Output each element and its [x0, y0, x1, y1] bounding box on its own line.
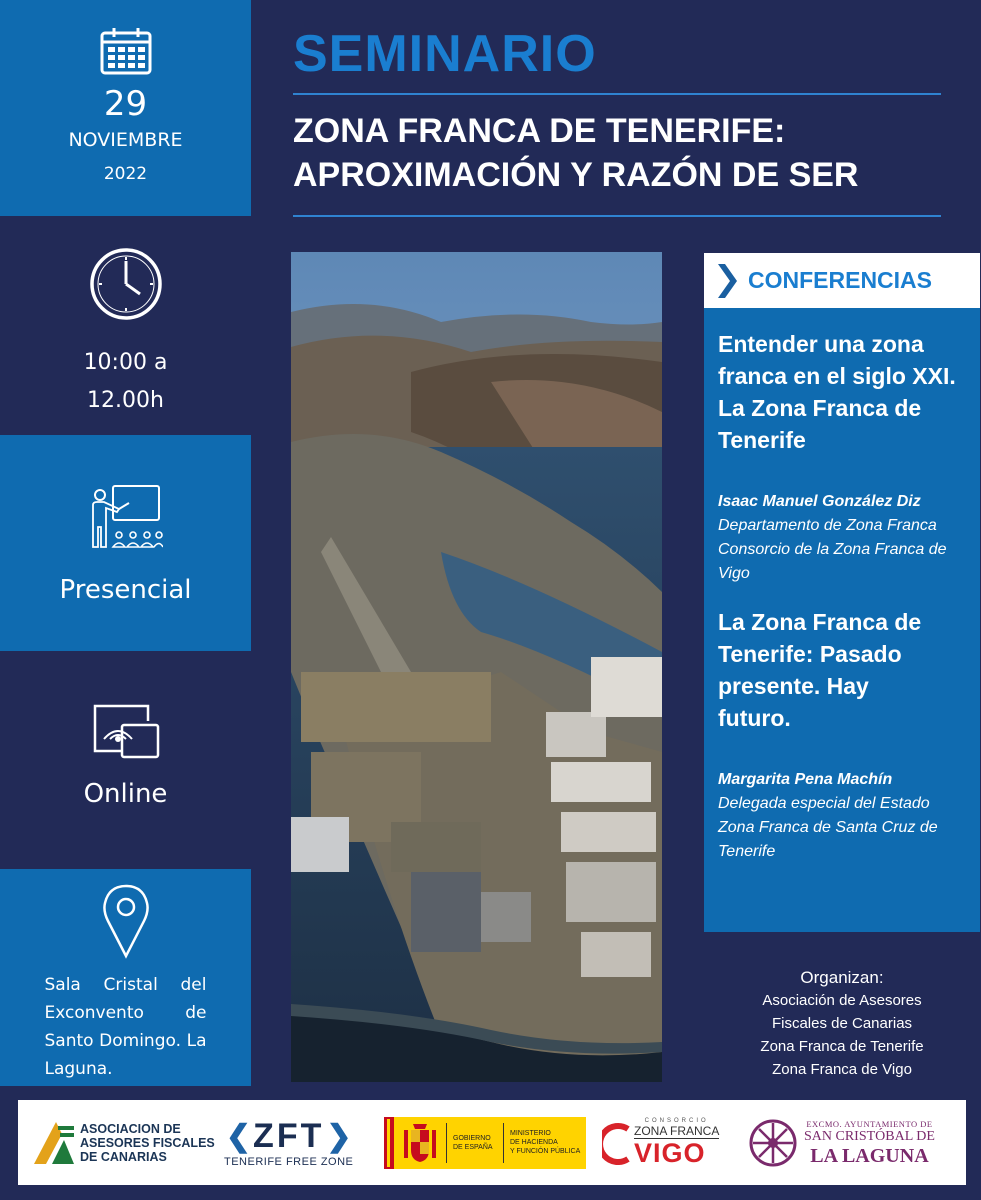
zft-mark: ZFT: [253, 1117, 325, 1155]
laguna-line2: SAN CRISTÓBAL DE: [804, 1128, 935, 1144]
laguna-line3: LA LAGUNA: [810, 1144, 929, 1167]
conferences-header: [704, 253, 980, 308]
event-year: 2022: [103, 164, 148, 184]
gobierno-line2: DE ESPAÑA: [453, 1143, 493, 1151]
attendance-mode: Presencial: [59, 575, 192, 605]
aafc-line1: ASOCIACION DE: [80, 1121, 181, 1136]
organizers-heading: Organizan:: [800, 968, 884, 987]
time-panel: [0, 216, 251, 435]
online-mode: Online: [83, 779, 168, 809]
spain-flag-icon: [384, 1117, 394, 1169]
ministerio-line3: Y FUNCIÓN PÚBLICA: [510, 1148, 581, 1155]
zft-bracket-left-icon: ❮: [225, 1120, 252, 1153]
conferences-list: [704, 308, 980, 932]
zft-caption: TENERIFE FREE ZONE: [224, 1156, 354, 1168]
talk-2-role: Delegada especial del Estado Zona Franca de Santa Cruz de Tenerife: [718, 795, 938, 860]
event-time-text: 10:00 a 12.00h: [83, 350, 168, 413]
la-laguna-logo: [748, 1100, 935, 1185]
online-panel: [0, 651, 251, 869]
event-time: [66, 344, 186, 420]
event-type: SEMINARIO: [293, 25, 597, 83]
title-divider-bottom: [293, 215, 941, 217]
vigo-name: VIGO: [634, 1138, 706, 1168]
aafc-emblem-icon: [32, 1120, 76, 1166]
event-month: NOVIEMBRE: [68, 129, 183, 151]
gobierno-logo: [384, 1100, 586, 1185]
attendance-panel: [0, 435, 251, 651]
talk-2-title: La Zona Franca de Tenerife: Pasado presente. Hay futuro.: [718, 609, 922, 731]
online-stream-icon: [92, 703, 160, 759]
event-title-line2: APROXIMACIÓN Y RAZÓN DE SER: [293, 156, 859, 194]
aafc-line2: ASESORES FISCALES: [80, 1135, 215, 1150]
spain-coat-of-arms-icon: [400, 1120, 440, 1166]
event-day: 29: [103, 84, 148, 124]
conferences-label: CONFERENCIAS: [748, 267, 933, 293]
event-venue: Sala Cristal del Exconvento de Santo Domingo. La Laguna.: [44, 975, 207, 1079]
talk-2-speaker: Margarita Pena Machín: [718, 771, 893, 788]
organizer-item: Asociación de Asesores Fiscales de Canarias: [762, 992, 922, 1032]
sponsor-logo-bar: [18, 1100, 966, 1185]
calendar-icon: [99, 26, 153, 76]
ministerio-line1: MINISTERIO: [510, 1130, 551, 1137]
talk-1-speaker: Isaac Manuel González Diz: [718, 493, 921, 510]
presentation-icon: [89, 483, 163, 551]
aafc-logo: [32, 1100, 215, 1185]
clock-icon: [88, 246, 164, 322]
zft-bracket-right-icon: ❯: [326, 1120, 352, 1153]
event-title: [293, 95, 941, 215]
la-laguna-emblem-icon: [748, 1118, 798, 1168]
aafc-line3: DE CANARIAS: [80, 1149, 167, 1164]
vigo-logo: [602, 1100, 719, 1185]
gobierno-line1: GOBIERNO: [453, 1134, 491, 1142]
organizer-item: Zona Franca de Tenerife: [760, 1038, 924, 1055]
vigo-ring-icon: [602, 1121, 632, 1165]
organizer-item: Zona Franca de Vigo: [772, 1061, 912, 1078]
chevron-right-icon: [716, 262, 738, 300]
talk-1-title: Entender una zona franca en el siglo XXI. La Zona Franca de Tenerife: [718, 331, 956, 453]
venue-panel: [0, 869, 251, 1086]
organizers: [704, 966, 980, 1081]
talk-1-role: Departamento de Zona Franca Consorcio de la Zona Franca de Vigo: [718, 517, 947, 582]
zft-logo: [224, 1100, 353, 1185]
aerial-port-photo: [291, 252, 662, 1082]
event-title-line1: ZONA FRANCA DE TENERIFE:: [293, 112, 786, 150]
date-panel: [0, 0, 251, 216]
vigo-free-zone: ZONA FRANCA: [634, 1124, 720, 1138]
laguna-line1: EXCMO. AYUNTAMIENTO DE: [806, 1118, 933, 1129]
title-block: [293, 18, 941, 217]
ministerio-line2: DE HACIENDA: [510, 1139, 558, 1146]
vigo-consortium: CONSORCIO: [644, 1118, 709, 1124]
location-pin-icon: [101, 883, 151, 959]
